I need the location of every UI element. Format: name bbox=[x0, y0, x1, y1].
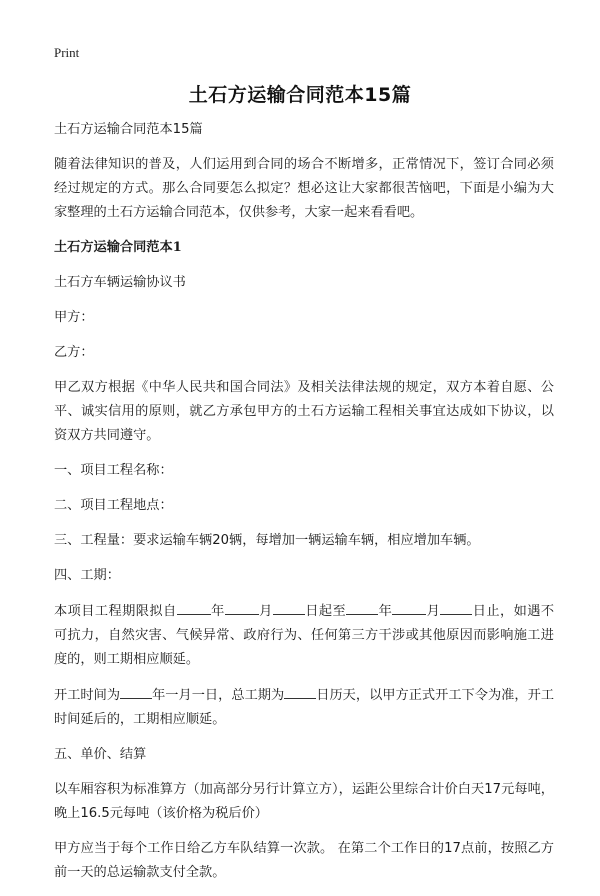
clause-price-settlement: 五、单价、结算 bbox=[54, 747, 147, 762]
blank-start-year bbox=[177, 599, 211, 615]
pricing-paragraph: 以车厢容积为标准算方（加高部分另行计算立方），运距公里综合计价白天17元每吨，晚上16.5元每吨（该价格为税后价） bbox=[54, 782, 554, 821]
start-text-2: 年一月一日，总工期为 bbox=[152, 688, 285, 703]
settlement-paragraph: 甲方应当于每个工作日给乙方车队结算一次款。 在第二个工作日的17点前，按照乙方前一天的总运输款支付全款。 bbox=[54, 841, 554, 880]
start-time-paragraph bbox=[54, 683, 554, 732]
party-b-line: 乙方： bbox=[54, 345, 94, 360]
blank-start-month bbox=[225, 599, 259, 615]
schedule-text-2: 年 bbox=[210, 604, 225, 619]
start-text-1: 开工时间为 bbox=[54, 688, 121, 703]
agreement-title: 土石方车辆运输协议书 bbox=[54, 275, 186, 290]
document-subtitle: 土石方运输合同范本15篇 bbox=[54, 122, 203, 137]
schedule-text-5: 年 bbox=[378, 604, 393, 619]
start-text-3: 日历天，以甲方正式开工下令为准，开工时间延后的，工期相应顺延。 bbox=[54, 688, 555, 727]
blank-end-day bbox=[440, 599, 472, 615]
schedule-text-4: 日起至 bbox=[304, 604, 347, 619]
schedule-text-1: 本项目工程期限拟自 bbox=[54, 604, 177, 619]
blank-end-month bbox=[392, 599, 426, 615]
schedule-text-3: 月 bbox=[258, 604, 273, 619]
blank-start-time-year bbox=[120, 683, 152, 699]
blank-end-year bbox=[346, 599, 378, 615]
blank-start-day bbox=[273, 599, 305, 615]
schedule-paragraph bbox=[54, 599, 554, 672]
section-heading: 土石方运输合同范本1 bbox=[54, 240, 182, 255]
preamble-paragraph: 甲乙双方根据《中华人民共和国合同法》及相关法律法规的规定，双方本着自愿、公平、诚实信用的原则，就乙方承包甲方的土石方运输工程相关事宜达成如下协议，以资双方共同遵守。 bbox=[54, 380, 554, 443]
schedule-text-7: 日止，如遇不可抗力，自然灾害、气候异常、政府行为、任何第三方干涉或其他原因而影响施工进度的，则工期相应顺延。 bbox=[54, 604, 555, 667]
document-body bbox=[54, 118, 554, 896]
blank-total-days bbox=[284, 683, 316, 699]
clause-project-location: 二、项目工程地点： bbox=[54, 498, 173, 513]
clause-project-name: 一、项目工程名称： bbox=[54, 463, 173, 478]
print-label: Print bbox=[54, 45, 80, 60]
document-title: 土石方运输合同范本15篇 bbox=[188, 84, 412, 106]
schedule-text-6: 月 bbox=[426, 604, 441, 619]
party-a-line: 甲方： bbox=[54, 310, 94, 325]
clause-duration: 四、工期： bbox=[54, 568, 120, 583]
intro-paragraph: 随着法律知识的普及，人们运用到合同的场合不断增多，正常情况下，签订合同必须经过规定的方式。那么合同要怎么拟定？想必这让大家都很苦恼吧，下面是小编为大家整理的土石方运输合同范本，仅供参考，大家一起来看看吧。 bbox=[54, 157, 554, 220]
clause-quantity: 三、工程量：要求运输车辆20辆，每增加一辆运输车辆，相应增加车辆。 bbox=[54, 533, 480, 548]
